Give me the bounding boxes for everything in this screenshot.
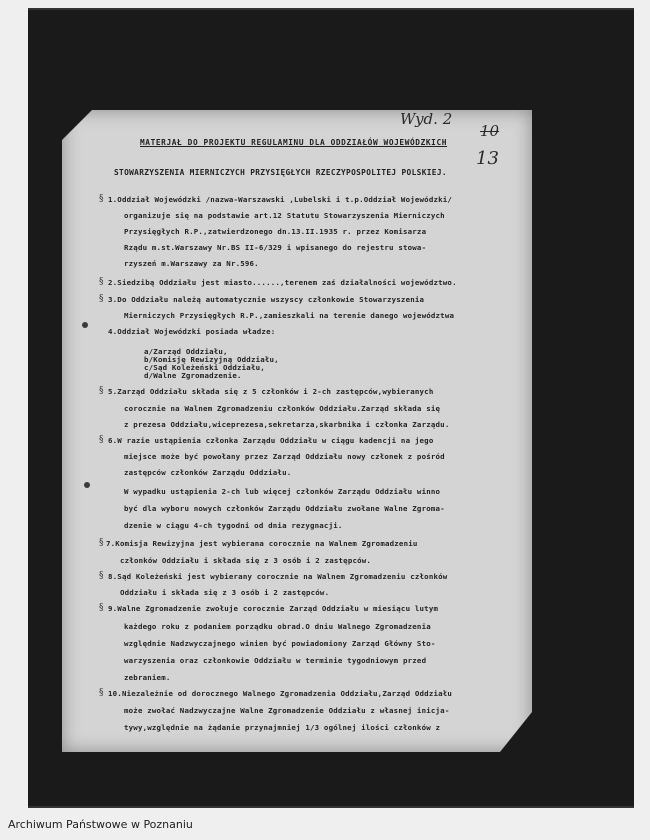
paragraph-symbol: § xyxy=(99,538,104,548)
document-page xyxy=(62,110,532,752)
text-line: warzyszenia oraz członkowie Oddziału w terminie tygodniowym przed xyxy=(124,656,427,665)
title-line-2: STOWARZYSZENIA MIERNICZYCH PRZYSIĘGŁYCH RZECZYPOSPOLITEJ POLSKIEJ. xyxy=(114,168,447,177)
text-line: 10.Niezależnie od dorocznego Walnego Zgromadzenia Oddziału,Zarząd Oddziału xyxy=(108,689,453,698)
paragraph-symbol: § xyxy=(99,571,104,581)
text-line: Oddziału i składa się z 3 osób i 2 zastępców. xyxy=(120,588,330,597)
text-line: Mierniczych Przysięgłych R.P.,zamieszkali na terenie danego województwa xyxy=(124,311,455,320)
paragraph-symbol: § xyxy=(99,386,104,396)
text-line: zastępców członków Zarządu Oddziału. xyxy=(124,468,292,477)
paragraph-symbol: § xyxy=(99,194,104,204)
punch-hole xyxy=(84,482,90,488)
text-line: z prezesa Oddziału,wiceprezesa,sekretarza,skarbnika i członka Zarządu. xyxy=(124,420,450,429)
film-edge-top xyxy=(28,8,634,10)
text-line: tywy,względnie na żądanie przynajmniej 1/3 ogólnej ilości członków z xyxy=(124,723,441,732)
text-line: 5.Zarząd Oddziału składa się z 5 członków i 2-ch zastępców,wybieranych xyxy=(108,387,434,396)
paragraph-symbol: § xyxy=(99,435,104,445)
text-line: zebraniem. xyxy=(124,673,171,682)
page-fold-top-left xyxy=(62,110,92,140)
text-line: 4.Oddział Wojewódzki posiada władze: xyxy=(108,327,276,336)
handwritten-note: Wyd. 2 xyxy=(400,110,453,128)
text-line: corocznie na Walnem Zgromadzeniu członków Oddziału.Zarząd składa się xyxy=(124,404,441,413)
text-line: miejsce może być powołany przez Zarząd Oddziału nowy członek z pośród xyxy=(124,452,445,461)
text-line: każdego roku z podaniem porządku obrad.O dniu Walnego Zgromadzenia xyxy=(124,622,431,631)
text-line: 8.Sąd Koleżeński jest wybierany corocznie na Walnem Zgromadzeniu członków xyxy=(108,572,448,581)
text-line: Przysięgłych R.P.,zatwierdzonego dn.13.II.1935 r. przez Komisarza xyxy=(124,227,427,236)
page-number: 13 xyxy=(476,148,499,169)
text-line: 6.W razie ustąpienia członka Zarządu Oddziału w ciągu kadencji na jego xyxy=(108,436,434,445)
paragraph-symbol: § xyxy=(99,277,104,287)
text-line: 2.Siedzibą Oddziału jest miasto......,terenem zaś działalności województwo. xyxy=(108,278,457,287)
struck-page-number: 10 xyxy=(480,122,500,140)
paragraph-symbol: § xyxy=(99,603,104,613)
text-line: d/Walne Zgromadzenie. xyxy=(144,371,242,380)
text-line: rzyszeń m.Warszawy za Nr.596. xyxy=(124,259,259,268)
text-line: c/Sąd Koleżeński Oddziału, xyxy=(144,363,265,372)
text-line: 9.Walne Zgromadzenie zwołuje corocznie Zarząd Oddziału w miesiącu lutym xyxy=(108,604,439,613)
text-line: a/Zarząd Oddziału, xyxy=(144,347,228,356)
text-line: dzenie w ciągu 4-ch tygodni od dnia rezygnacji. xyxy=(124,521,343,530)
text-line: 1.Oddział Wojewódzki /nazwa-Warszawski ,Lubelski i t.p.Oddział Wojewódzki/ xyxy=(108,195,453,204)
text-line: może zwołać Nadzwyczajne Walne Zgromadzenie Oddziału z własnej inicja- xyxy=(124,706,450,715)
text-line: być dla wyboru nowych członków Zarządu Oddziału zwołane Walne Zgroma- xyxy=(124,504,445,513)
text-line: 7.Komisja Rewizyjna jest wybierana corocznie na Walnem Zgromadzeniu xyxy=(106,539,418,548)
film-edge-bottom xyxy=(28,806,634,808)
punch-hole xyxy=(82,322,88,328)
paragraph-symbol: § xyxy=(99,688,104,698)
text-line: 3.Do Oddziału należą automatycznie wszyscy członkowie Stowarzyszenia xyxy=(108,295,425,304)
text-line: organizuje się na podstawie art.12 Statutu Stowarzyszenia Mierniczych xyxy=(124,211,445,220)
text-line: względnie Nadzwyczajnego winien być powiadomiony Zarząd Główny Sto- xyxy=(124,639,436,648)
page-fold-bottom-right xyxy=(500,712,532,752)
text-line: Rządu m.st.Warszawy Nr.BS II-6/329 i wpisanego do rejestru stowa- xyxy=(124,243,427,252)
paragraph-symbol: § xyxy=(99,294,104,304)
title-line-1: MATERJAŁ DO PROJEKTU REGULAMINU DLA ODDZIAŁÓW WOJEWÓDZKICH xyxy=(140,138,448,147)
text-line: W wypadku ustąpienia 2-ch lub więcej członków Zarządu Oddziału winno xyxy=(124,487,441,496)
archive-footer-label: Archiwum Państwowe w Poznaniu xyxy=(8,818,193,831)
text-line: b/Komisję Rewizyjną Oddziału, xyxy=(144,355,279,364)
text-line: członków Oddziału i składa się z 3 osób i 2 zastępców. xyxy=(120,556,372,565)
